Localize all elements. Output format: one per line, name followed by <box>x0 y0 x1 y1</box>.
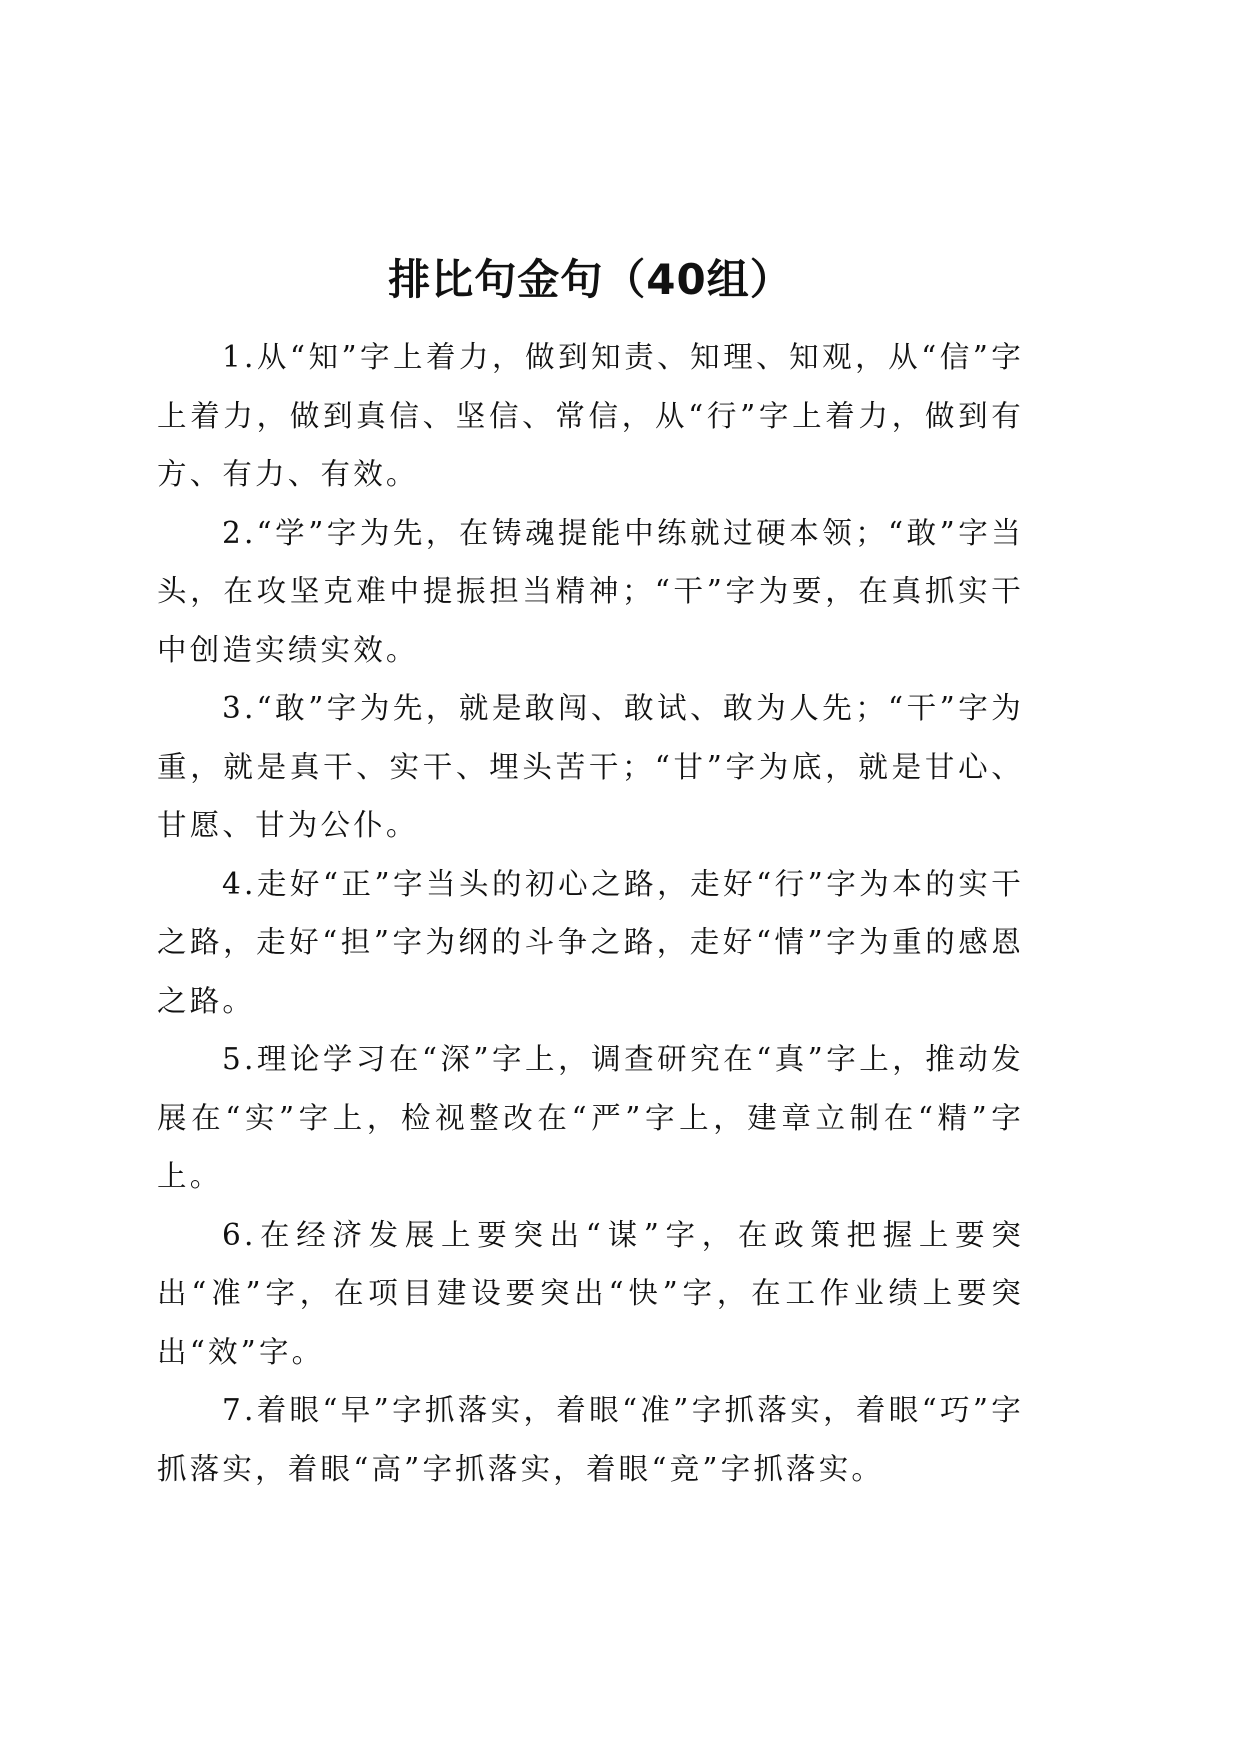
sentence-item-6: 6.在经济发展上要突出“谋”字，在政策把握上要突出“准”字，在项目建设要突出“快”字，在工作业绩上要突出“效”字。 <box>157 1217 1024 1369</box>
document-title: 排比句金句（40组） <box>388 255 793 304</box>
sentence-item-5: 5.理论学习在“深”字上，调查研究在“真”字上，推动发展在“实”字上，检视整改在“严”字上，建章立制在“精”字上。 <box>157 1042 1024 1193</box>
sentence-item-7: 7.着眼“早”字抓落实，着眼“准”字抓落实，着眼“巧”字抓落实，着眼“高”字抓落实，着眼“竞”字抓落实。 <box>157 1393 1024 1486</box>
sentence-item-3: 3.“敢”字为先，就是敢闯、敢试、敢为人先；“干”字为重，就是真干、实干、埋头苦干；“甘”字为底，就是甘心、甘愿、甘为公仆。 <box>157 691 1024 842</box>
sentence-item-1: 1.从“知”字上着力，做到知责、知理、知观，从“信”字上着力，做到真信、坚信、常信，从“行”字上着力，做到有方、有力、有效。 <box>157 340 1024 491</box>
sentence-item-2: 2.“学”字为先，在铸魂提能中练就过硬本领；“敢”字当头，在攻坚克难中提振担当精神；“干”字为要，在真抓实干中创造实绩实效。 <box>157 515 1024 667</box>
sentence-list <box>157 328 1024 1498</box>
sentence-item-4: 4.走好“正”字当头的初心之路，走好“行”字为本的实干之路，走好“担”字为纲的斗争之路，走好“情”字为重的感恩之路。 <box>157 866 1024 1018</box>
